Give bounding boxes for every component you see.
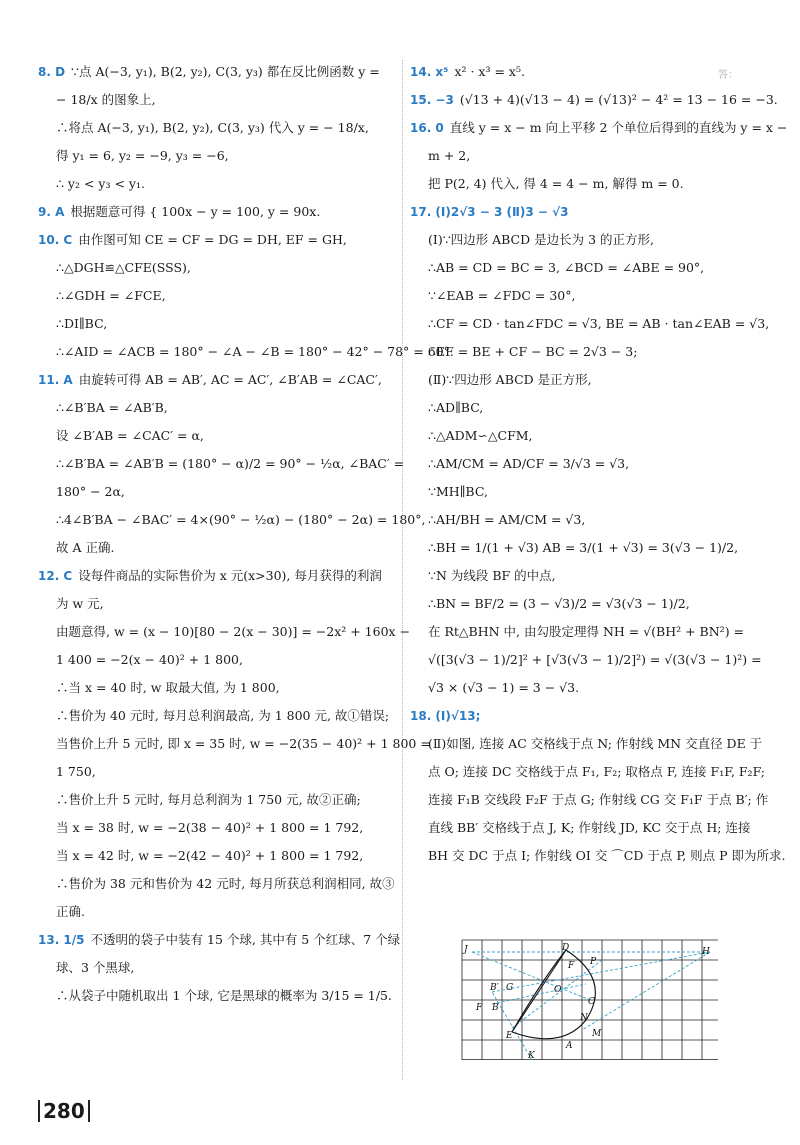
text-line — [38, 478, 394, 506]
text-line — [38, 226, 394, 254]
text-line — [38, 702, 394, 730]
point-label: A — [566, 1041, 573, 1051]
text-line — [38, 646, 394, 674]
solution-text: ∴4∠B′BA − ∠BAC′ = 4×(90° − ½α) − (180° − 2α) = 180°, — [56, 512, 426, 527]
solution-text: ∴ y₂ < y₃ < y₁. — [56, 176, 145, 191]
text-line — [410, 842, 786, 870]
point-label: H — [702, 947, 710, 957]
solution-text: ∵MH∥BC, — [428, 484, 488, 499]
text-line — [38, 674, 394, 702]
text-line — [38, 394, 394, 422]
text-line — [410, 478, 762, 506]
solution-text: 1 750, — [56, 764, 96, 779]
text-line — [410, 282, 762, 310]
solution-text: ∴AM/CM = AD/CF = 3/√3 = √3, — [428, 456, 630, 471]
column-divider — [402, 60, 403, 1080]
text-line — [38, 982, 394, 1010]
text-line — [410, 730, 762, 758]
text-line — [38, 618, 411, 646]
solution-text: ∴售价为 38 元和售价为 42 元时, 每月所获总利润相同, 故③ — [56, 876, 395, 891]
text-line — [410, 422, 762, 450]
solution-text: 正确. — [56, 904, 85, 919]
text-line — [38, 898, 394, 926]
text-line — [38, 954, 394, 982]
solution-text: ∴∠B′BA = ∠AB′B, — [56, 400, 168, 415]
solution-text: ∴∠B′BA = ∠AB′B = (180° − α)/2 = 90° − ½α, ∠BAC′ = — [56, 456, 405, 471]
text-line — [410, 394, 762, 422]
text-line — [38, 142, 394, 170]
solution-text: x² · x³ = x⁵. — [454, 64, 525, 79]
question-answer: 8. D — [38, 65, 66, 79]
text-line — [38, 310, 394, 338]
text-line — [38, 926, 401, 954]
solution-text: 把 P(2, 4) 代入, 得 4 = 4 − m, 解得 m = 0. — [428, 176, 684, 191]
text-line — [410, 506, 762, 534]
solution-text: 故 A 正确. — [56, 540, 115, 555]
text-line — [38, 814, 394, 842]
solution-text: 不透明的袋子中装有 15 个球, 其中有 5 个红球、7 个绿 — [90, 932, 401, 947]
point-label: B′ — [490, 983, 499, 993]
solution-text: ∴售价为 40 元时, 每月总利润最高, 为 1 800 元, 故①错误; — [56, 708, 390, 723]
point-label: C — [588, 997, 595, 1007]
solution-text: ∵点 A(−3, y₁), B(2, y₂), C(3, y₃) 都在反比例函数 y = — [71, 64, 380, 79]
solution-text: 180° − 2α, — [56, 484, 125, 499]
solution-text: 设每件商品的实际售价为 x 元(x>30), 每月获得的利润 — [78, 568, 382, 583]
text-line — [38, 562, 394, 590]
grid-figure — [462, 940, 718, 1060]
solution-text: 当 x = 38 时, w = −2(38 − 40)² + 1 800 = 1 792, — [56, 820, 364, 835]
text-line — [38, 870, 394, 898]
text-line — [410, 814, 762, 842]
solution-text: ∴△ADM∽△CFM, — [428, 428, 533, 443]
text-line — [410, 786, 769, 814]
text-line — [410, 618, 762, 646]
solution-text: (√13 + 4)(√13 − 4) = (√13)² − 4² = 13 − 16 = −3. — [459, 92, 778, 107]
point-label: B — [492, 1003, 499, 1013]
point-label: F — [568, 961, 575, 971]
text-line — [410, 758, 766, 786]
text-line — [410, 114, 788, 142]
solution-text: ∴从袋子中随机取出 1 个球, 它是黑球的概率为 3/15 = 1/5. — [56, 988, 392, 1003]
solution-text: ∴售价上升 5 元时, 每月总利润为 1 750 元, 故②正确; — [56, 792, 361, 807]
solution-text: − 18/x 的图象上, — [56, 92, 156, 107]
text-line — [410, 226, 762, 254]
solution-text: 直线 y = x − m 向上平移 2 个单位后得到的直线为 y = x − — [449, 120, 788, 135]
solution-text: ∴△DGH≌△CFE(SSS), — [56, 260, 191, 275]
solution-text: ∴AB = CD = BC = 3, ∠BCD = ∠ABE = 90°, — [428, 260, 705, 275]
solution-text: ∴AH/BH = AM/CM = √3, — [428, 512, 586, 527]
solution-text: ∵∠EAB = ∠FDC = 30°, — [428, 288, 576, 303]
point-label: F — [476, 1003, 483, 1013]
solution-text: ∵N 为线段 BF 的中点, — [428, 568, 556, 583]
text-line — [410, 450, 762, 478]
solution-text: 根据题意可得 { 100x − y = 100, y = 90x. — [70, 204, 321, 219]
text-line — [410, 170, 762, 198]
text-line — [38, 450, 405, 478]
text-line — [38, 758, 394, 786]
text-line — [410, 590, 762, 618]
text-line — [410, 254, 762, 282]
text-line — [410, 366, 762, 394]
solution-text: ∴BH = 1/(1 + √3) AB = 3/(1 + √3) = 3(√3 − 1)/2, — [428, 540, 739, 555]
solution-text: ∴∠AID = ∠ACB = 180° − ∠A − ∠B = 180° − 42° − 78° = 60°. — [56, 344, 454, 359]
text-line — [410, 534, 762, 562]
solution-text: 在 Rt△BHN 中, 由勾股定理得 NH = √(BH² + BN²) = — [428, 624, 745, 639]
question-answer: 9. A — [38, 205, 65, 219]
point-label: K — [528, 1051, 535, 1061]
text-line — [410, 562, 762, 590]
point-label: G — [506, 983, 514, 993]
text-line — [410, 198, 762, 226]
corner-mark: 答： — [718, 70, 738, 81]
solution-text: ∴∠GDH = ∠FCE, — [56, 288, 166, 303]
right-column — [410, 58, 788, 870]
question-answer: 10. C — [38, 233, 73, 247]
point-label: E — [506, 1031, 513, 1041]
solution-text: ∴将点 A(−3, y₁), B(2, y₂), C(3, y₃) 代入 y = − 18/x, — [56, 120, 369, 135]
solution-text: 为 w 元, — [56, 596, 104, 611]
question-answer: 16. 0 — [410, 121, 444, 135]
point-label: P — [590, 957, 597, 967]
point-label: M — [592, 1029, 602, 1039]
question-answer: 17. (Ⅰ)2√3 − 3 (Ⅱ)3 − √3 — [410, 205, 569, 219]
text-line — [410, 674, 762, 702]
solution-text: ∴BN = BF/2 = (3 − √3)/2 = √3(√3 − 1)/2, — [428, 596, 690, 611]
page-number: 280 — [38, 1100, 90, 1122]
text-line — [410, 58, 762, 86]
solution-text: 由旋转可得 AB = AB′, AC = AC′, ∠B′AB = ∠CAC′, — [78, 372, 382, 387]
solution-text: ∴EF = BE + CF − BC = 2√3 − 3; — [428, 344, 638, 359]
solution-text: 球、3 个黑球, — [56, 960, 135, 975]
solution-text: m + 2, — [428, 148, 471, 163]
text-line — [410, 702, 762, 730]
text-line — [38, 198, 394, 226]
text-line — [410, 86, 778, 114]
text-line — [38, 590, 394, 618]
question-answer: 11. A — [38, 373, 73, 387]
solution-text: ∴AD∥BC, — [428, 400, 484, 415]
solution-text: 得 y₁ = 6, y₂ = −9, y₃ = −6, — [56, 148, 229, 163]
solution-text: 设 ∠B′AB = ∠CAC′ = α, — [56, 428, 204, 443]
solution-text: √([3(√3 − 1)/2]² + [√3(√3 − 1)/2]²) = √(3(√3 − 1)²) = — [428, 652, 762, 667]
text-line — [38, 506, 426, 534]
point-label: J — [464, 945, 468, 955]
text-line — [38, 534, 394, 562]
solution-text: 1 400 = −2(x − 40)² + 1 800, — [56, 652, 243, 667]
solution-text: (Ⅱ)∵四边形 ABCD 是正方形, — [428, 372, 592, 387]
question-answer: 12. C — [38, 569, 73, 583]
solution-text: 由作图可知 CE = CF = DG = DH, EF = GH, — [78, 232, 347, 247]
solution-text: 连接 F₁B 交线段 F₂F 于点 G; 作射线 CG 交 F₁F 于点 B′; 作 — [428, 792, 769, 807]
text-line — [38, 842, 394, 870]
text-line — [38, 86, 394, 114]
text-line — [410, 142, 762, 170]
text-line — [38, 170, 394, 198]
solution-text: 由题意得, w = (x − 10)[80 − 2(x − 30)] = −2x² + 160x − — [56, 624, 411, 639]
text-line — [38, 338, 454, 366]
solution-text: √3 × (√3 − 1) = 3 − √3. — [428, 680, 580, 695]
point-label: N — [580, 1013, 588, 1023]
text-line — [38, 58, 394, 86]
question-answer: 15. −3 — [410, 93, 454, 107]
solution-text: (Ⅰ)∵四边形 ABCD 是边长为 3 的正方形, — [428, 232, 654, 247]
solution-text: ∴DI∥BC, — [56, 316, 108, 331]
solution-text: 直线 BB′ 交格线于点 J, K; 作射线 JD, KC 交于点 H; 连接 — [428, 820, 751, 835]
question-answer: 13. 1/5 — [38, 933, 85, 947]
point-label: O — [554, 985, 562, 995]
text-line — [38, 366, 394, 394]
solution-text: 当售价上升 5 元时, 即 x = 35 时, w = −2(35 − 40)² + 1 800 = — [56, 736, 431, 751]
text-line — [38, 254, 394, 282]
solution-text: ∴当 x = 40 时, w 取最大值, 为 1 800, — [56, 680, 280, 695]
point-label: D — [562, 943, 570, 953]
text-line — [410, 646, 762, 674]
text-line — [410, 338, 762, 366]
solution-text: 点 O; 连接 DC 交格线于点 F₁, F₂; 取格点 F, 连接 F₁F, F₂F; — [428, 764, 766, 779]
text-line — [38, 114, 394, 142]
solution-text: BH 交 DC 于点 I; 作射线 OI 交 ⌒CD 于点 P, 则点 P 即为所求. — [428, 848, 786, 863]
solution-text: ∴CF = CD · tan∠FDC = √3, BE = AB · tan∠EAB = √3, — [428, 316, 770, 331]
solution-text: 当 x = 42 时, w = −2(42 − 40)² + 1 800 = 1 792, — [56, 848, 364, 863]
question-answer: 18. (Ⅰ)√13; — [410, 709, 481, 723]
text-line — [38, 786, 394, 814]
text-line — [38, 422, 394, 450]
solution-text: (Ⅱ)如图, 连接 AC 交格线于点 N; 作射线 MN 交直径 DE 于 — [428, 736, 763, 751]
question-answer: 14. x⁵ — [410, 65, 449, 79]
text-line — [38, 730, 431, 758]
text-line — [38, 282, 394, 310]
text-line — [410, 310, 770, 338]
